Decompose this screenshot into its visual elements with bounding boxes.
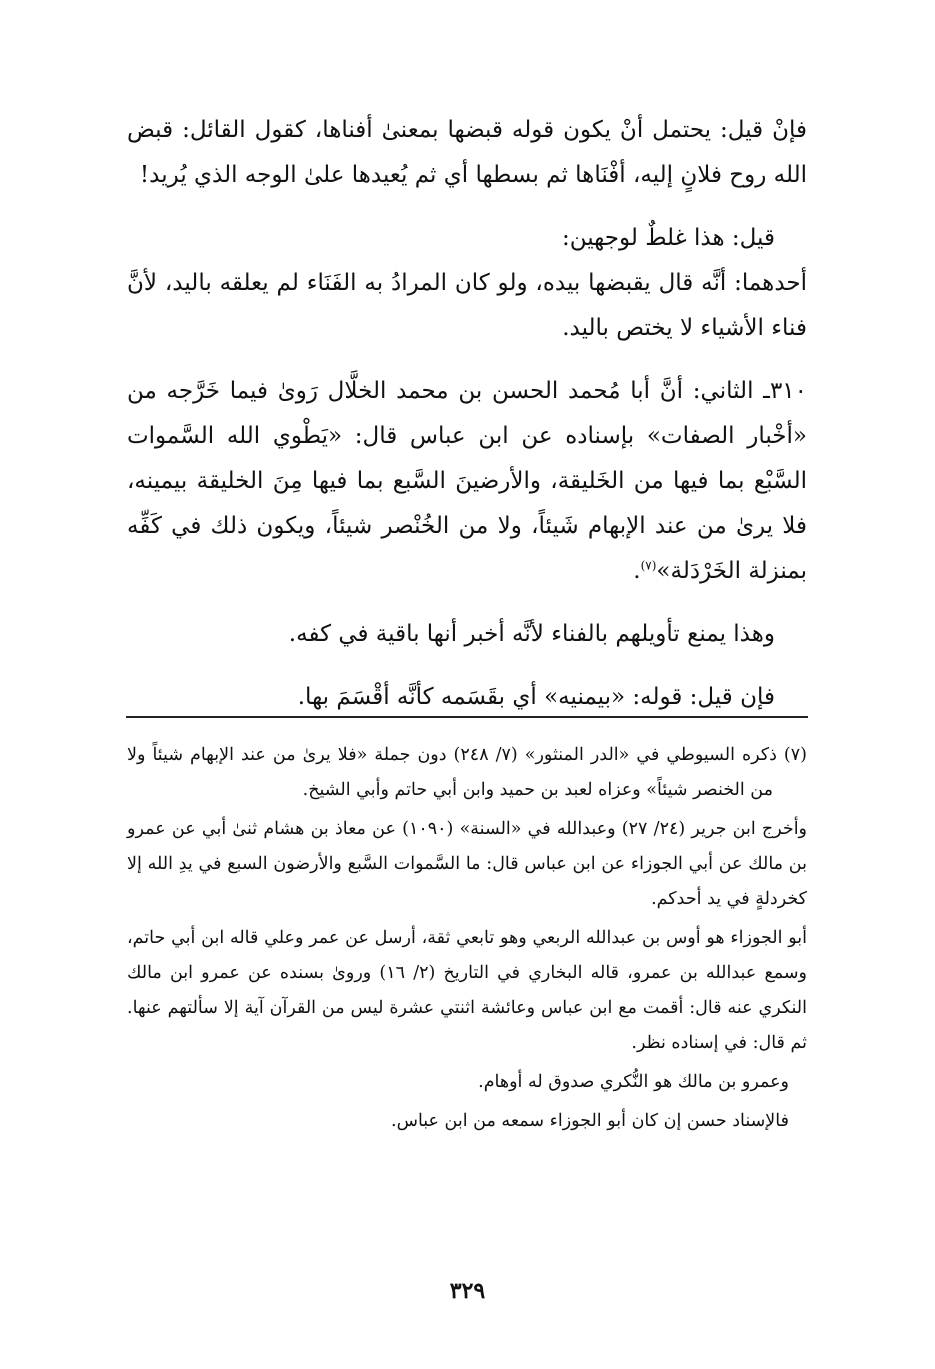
footnote-divider — [126, 716, 808, 718]
paragraph-3: أحدهما: أنَّه قال يقبضها بيده، ولو كان المرادُ به الفَنَاء لم يعلقه باليد، لأنَّ فناء الأشياء لا يختص باليد. — [127, 270, 807, 341]
footnote-3: أبو الجوزاء هو أوس بن عبدالله الربعي وهو تابعي ثقة، أرسل عن عمر وعلي قاله ابن أبي حاتم، وسمع عبدالله بن عمرو، قاله البخاري في التاريخ (٢/ ١٦) ورویٰ بسنده عن عمرو ابن مالك النكري عنه قال: أقمت مع ابن عباس وعائشة اثنتي عشرة ليس من القرآن آية إلا سألتهم عنها. ثم قال: في إسناده نظر. — [127, 928, 807, 1053]
paragraph-4-text: ٣١٠ـ الثاني: أنَّ أبا مُحمد الحسن بن محمد الخلَّال رَوىٰ فيما خَرَّجه من «أخْبار الصفات» بإسناده عن ابن عباس قال: «يَطْوي الله السَّموات السَّبْع بما فيها من الخَليقة، والأرضينَ السَّبع بما فيها مِنَ الخليقة بيمينه، فلا يرىٰ من عند الإبهام شَيئاً، ولا من الخُنْصر شيئاً، ويكون ذلك في كَفِّه بمنزلة الخَرْدَلة» — [127, 378, 807, 584]
main-text — [127, 108, 807, 738]
footnote-5: فالإسناد حسن إن كان أبو الجوزاء سمعه من ابن عباس. — [391, 1111, 789, 1131]
paragraph-4 — [127, 369, 807, 594]
footnote-reference: (٧) — [640, 558, 657, 573]
page-number: ٣٢٩ — [449, 1278, 486, 1304]
footnotes — [127, 738, 807, 1143]
paragraph-5: وهذا يمنع تأويلهم بالفناء لأنَّه أخبر أنها باقية في كفه. — [288, 621, 775, 647]
footnote-4: وعمرو بن مالك هو النُّكري صدوق له أوهام. — [478, 1072, 789, 1092]
footnote-1: (٧) ذكره السيوطي في «الدر المنثور» (٧/ ٢٤٨) دون جملة «فلا يرىٰ من عند الإبهام شيئاً ولا من الخنصر شيئاً» وعزاه لعبد بن حميد وابن أبي حاتم وأبي الشيخ. — [127, 745, 807, 800]
paragraph-4-end: . — [633, 558, 641, 584]
footnote-2: وأخرج ابن جرير (٢٤/ ٢٧) وعبدالله في «السنة» (١٠٩٠) عن معاذ بن هشام ثنىٰ أبي عن عمرو بن مالك عن أبي الجوزاء عن ابن عباس قال: ما السَّموات السَّبع والأرضون السبع في يدِ الله إلا كخردلةٍ في يد أحدكم. — [127, 819, 808, 909]
paragraph-2: قيل: هذا غلطٌ لوجهين: — [561, 225, 775, 251]
paragraph-6: فإن قيل: قوله: «بيمنيه» أي بقَسَمه كأنَّه أقْسَمَ بها. — [297, 684, 775, 710]
paragraph-1: فإنْ قيل: يحتمل أنْ يكون قوله قبضها بمعنىٰ أفناها، كقول القائل: قبض الله روح فلانٍ إليه، أفْنَاها ثم بسطها أي ثم يُعيدها علىٰ الوجه الذي يُريد! — [127, 117, 807, 188]
